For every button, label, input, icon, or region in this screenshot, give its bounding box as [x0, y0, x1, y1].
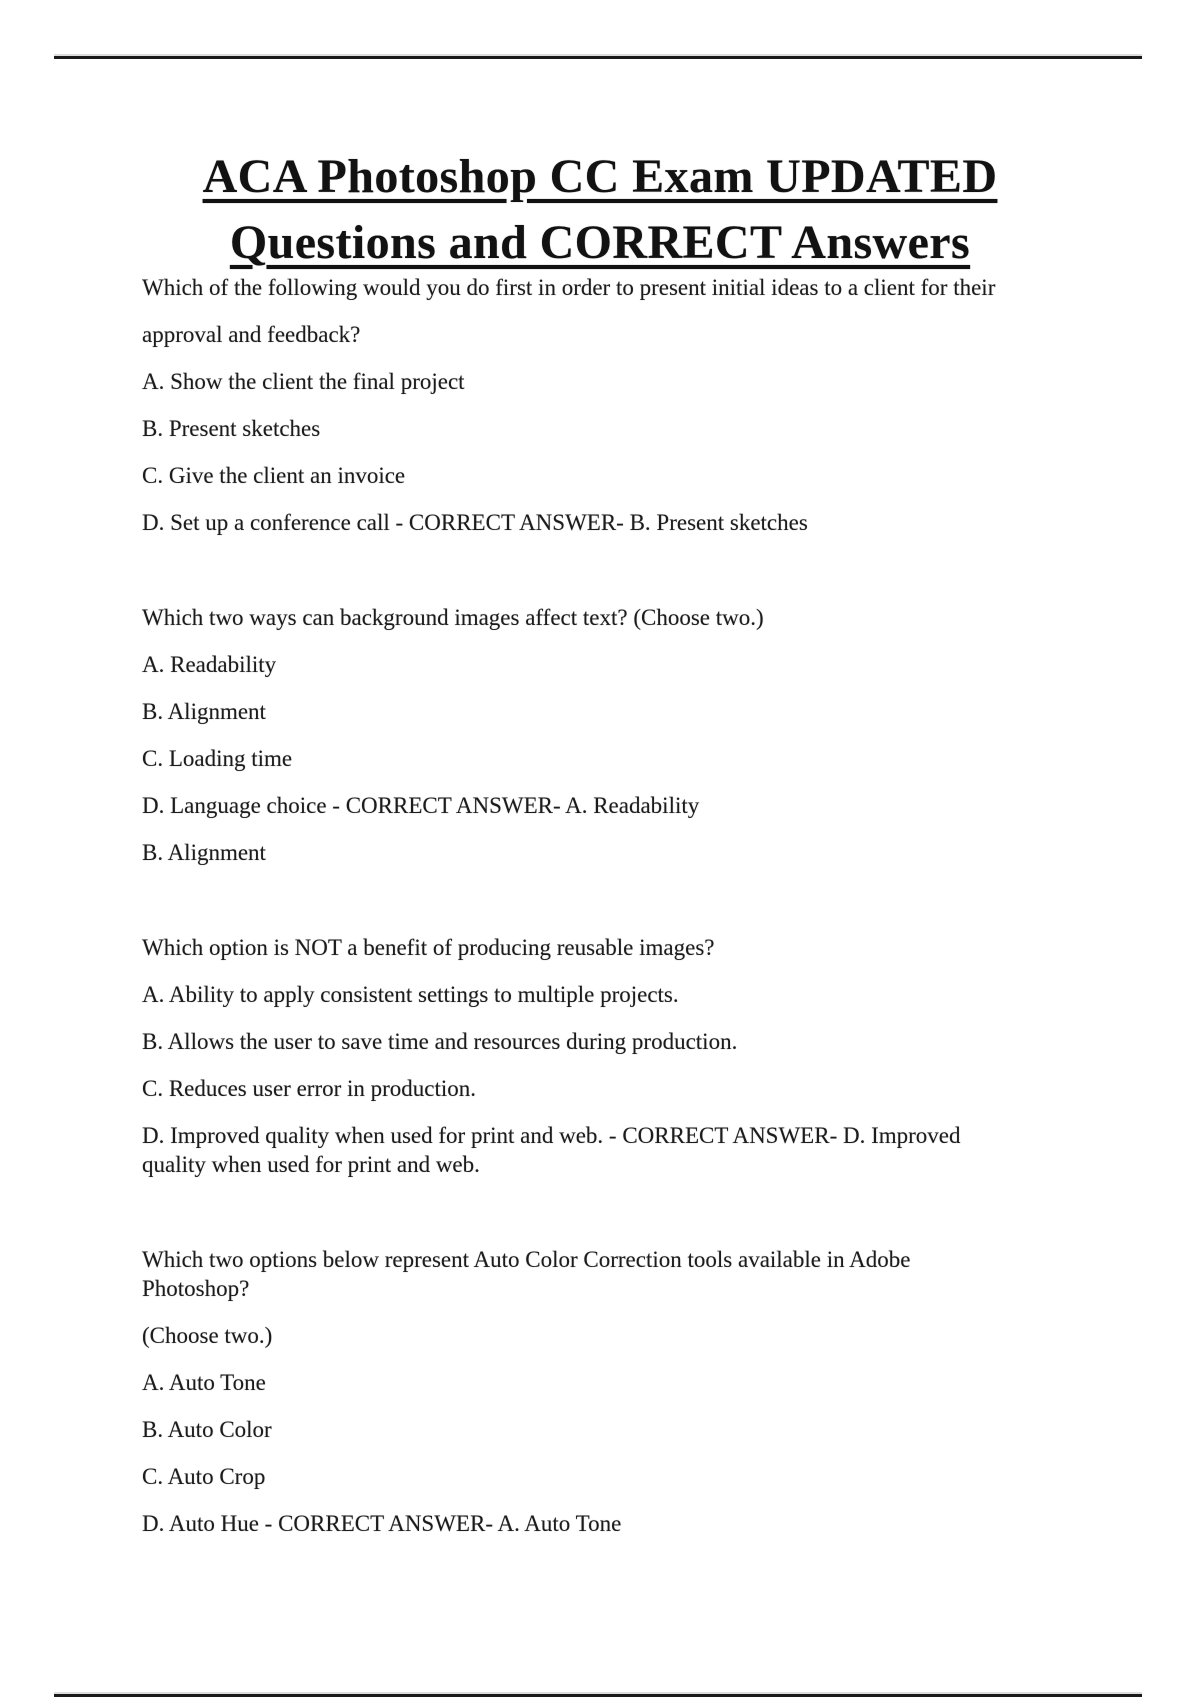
question-block-1	[142, 273, 1088, 555]
q3-option-c: C. Reduces user error in production.	[142, 1076, 477, 1101]
q3-option-d-with-answer-line-2: quality when used for print and web.	[142, 1152, 480, 1177]
q1-question-line-2: approval and feedback?	[142, 322, 361, 347]
q2-answer-continued: B. Alignment	[142, 840, 266, 865]
q4-choose-two-note: (Choose two.)	[142, 1323, 273, 1348]
q4-option-b: B. Auto Color	[142, 1417, 272, 1442]
title-line-1: ACA Photoshop CC Exam UPDATED	[202, 150, 998, 203]
question-block-2	[142, 603, 1088, 885]
q1-option-b: B. Present sketches	[142, 416, 321, 441]
bottom-horizontal-rule	[54, 1694, 1142, 1697]
q3-option-d-with-answer-line-1: D. Improved quality when used for print and web. - CORRECT ANSWER- D. Improved	[142, 1123, 961, 1148]
title-line-2: Questions and CORRECT Answers	[229, 216, 971, 269]
q4-option-c: C. Auto Crop	[142, 1464, 266, 1489]
question-block-4	[142, 1245, 1088, 1556]
q1-question-line-1: Which of the following would you do first in order to present initial ideas to a client for their	[142, 275, 996, 300]
q2-option-c: C. Loading time	[142, 746, 293, 771]
q1-option-a: A. Show the client the final project	[142, 369, 465, 394]
q2-option-d-with-answer: D. Language choice - CORRECT ANSWER- A. Readability	[142, 793, 700, 818]
q4-question-line-1: Which two options below represent Auto Color Correction tools available in Adobe	[142, 1247, 911, 1272]
q1-option-c: C. Give the client an invoice	[142, 463, 406, 488]
q2-option-a: A. Readability	[142, 652, 277, 677]
document-body	[142, 273, 1088, 1556]
q3-question-line: Which option is NOT a benefit of producing reusable images?	[142, 935, 715, 960]
q4-option-a: A. Auto Tone	[142, 1370, 266, 1395]
document-title	[0, 144, 1200, 276]
q1-option-d-with-answer: D. Set up a conference call - CORRECT ANSWER- B. Present sketches	[142, 510, 808, 535]
q2-option-b: B. Alignment	[142, 699, 266, 724]
question-block-3	[142, 933, 1088, 1197]
q3-option-b: B. Allows the user to save time and resources during production.	[142, 1029, 738, 1054]
top-horizontal-rule	[54, 56, 1142, 59]
q4-option-d-with-answer: D. Auto Hue - CORRECT ANSWER- A. Auto Tone	[142, 1511, 622, 1536]
q4-question-line-2: Photoshop?	[142, 1276, 250, 1301]
q2-question-line: Which two ways can background images affect text? (Choose two.)	[142, 605, 764, 630]
q3-option-a: A. Ability to apply consistent settings to multiple projects.	[142, 982, 679, 1007]
